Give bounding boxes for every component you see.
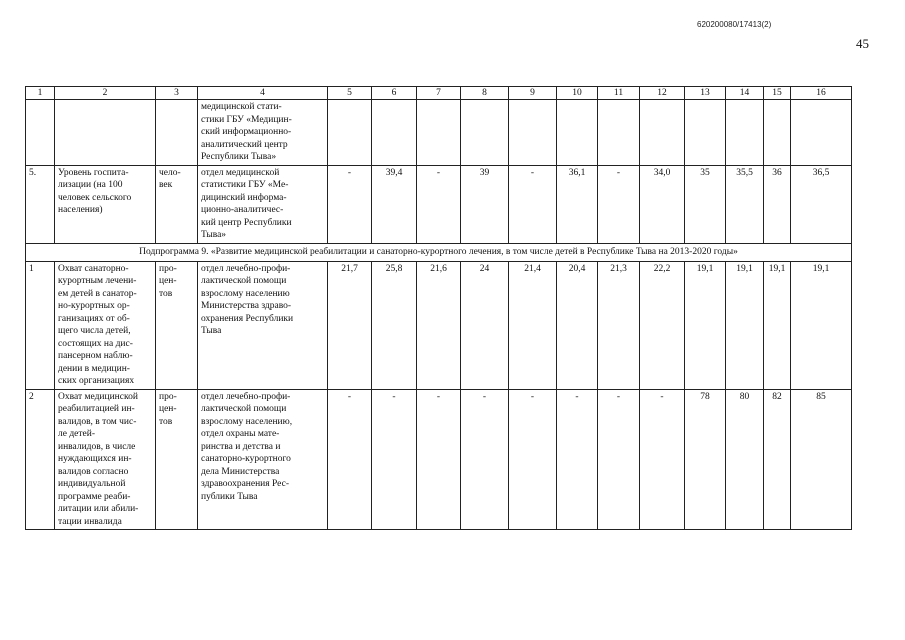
value-cell: - (372, 389, 417, 530)
unit-cell: про- цен- тов (156, 389, 198, 530)
value-cell: 22,2 (640, 261, 685, 389)
header-cell: 11 (598, 87, 640, 100)
value-cell: - (557, 389, 598, 530)
subprogram-title: Подпрограмма 9. «Развитие медицинской реабилитации и санаторно-курортного лечения, в том числе детей в Республике Тыва на 2013-2020 годы» (26, 243, 852, 261)
value-cell: 21,6 (417, 261, 461, 389)
indicator-name: Охват санаторно- курортным лечени- ем детей в санатор- но-курортных ор- ганизациях от об- щего числа детей, состоящих на дис- пансерном наблю- дении в медицин- ских организациях (55, 261, 156, 389)
value-cell: 39 (461, 165, 509, 243)
table-row (26, 261, 852, 389)
value-cell: - (509, 389, 557, 530)
value-cell: - (417, 165, 461, 243)
value-cell: 78 (685, 389, 726, 530)
value-cell: 21,4 (509, 261, 557, 389)
value-cell: 36,5 (791, 165, 852, 243)
header-cell: 14 (726, 87, 764, 100)
responsible-cell: отдел лечебно-профи- лактической помощи взрослому населению Министерства здраво- охранения Республики Тыва (198, 261, 328, 389)
value-cell: - (509, 165, 557, 243)
header-cell: 5 (328, 87, 372, 100)
row-number: 5. (26, 165, 55, 243)
document-id: 620200080/17413(2) (697, 20, 772, 29)
indicator-table (25, 86, 852, 530)
indicator-name: Уровень госпита- лизации (на 100 человек сельского населения) (55, 165, 156, 243)
value-cell: 36 (764, 165, 791, 243)
table-row (26, 165, 852, 243)
header-cell: 7 (417, 87, 461, 100)
value-cell: - (598, 389, 640, 530)
header-cell: 15 (764, 87, 791, 100)
table-row (26, 100, 852, 166)
unit-cell: про- цен- тов (156, 261, 198, 389)
value-cell: 19,1 (685, 261, 726, 389)
header-cell: 8 (461, 87, 509, 100)
header-cell: 9 (509, 87, 557, 100)
header-cell: 12 (640, 87, 685, 100)
row-number: 1 (26, 261, 55, 389)
row-number: 2 (26, 389, 55, 530)
value-cell: - (328, 389, 372, 530)
page-number: 45 (856, 36, 869, 51)
header-cell: 16 (791, 87, 852, 100)
value-cell: 34,0 (640, 165, 685, 243)
table-row (26, 389, 852, 530)
header-cell: 2 (55, 87, 156, 100)
responsible-cell: отдел лечебно-профи- лактической помощи взрослому населению, отдел охраны мате- ринства и детства и санаторно-курортного дела Министерства здравоохранения Рес- публики Тыва (198, 389, 328, 530)
value-cell: 35,5 (726, 165, 764, 243)
header-cell: 1 (26, 87, 55, 100)
value-cell: - (461, 389, 509, 530)
responsible-cell: медицинской стати- стики ГБУ «Медицин- ский информационно- аналитический центр Республики Тыва» (198, 100, 328, 166)
value-cell: 24 (461, 261, 509, 389)
responsible-cell: отдел медицинской статистики ГБУ «Ме- дицинский информа- ционно-аналитичес- кий центр Республики Тыва» (198, 165, 328, 243)
header-cell: 13 (685, 87, 726, 100)
value-cell: 36,1 (557, 165, 598, 243)
value-cell: 21,7 (328, 261, 372, 389)
value-cell: 35 (685, 165, 726, 243)
header-cell: 6 (372, 87, 417, 100)
value-cell: 19,1 (791, 261, 852, 389)
value-cell: 25,8 (372, 261, 417, 389)
value-cell: 19,1 (764, 261, 791, 389)
subprogram-row (26, 243, 852, 261)
value-cell: 21,3 (598, 261, 640, 389)
indicator-name: Охват медицинской реабилитацией ин- валидов, в том чис- ле детей- инвалидов, в числе нуждающихся ин- валидов согласно индивидуальной программе реаби- литации или абили- тации инвалида (55, 389, 156, 530)
header-cell: 10 (557, 87, 598, 100)
value-cell: - (328, 165, 372, 243)
value-cell: 85 (791, 389, 852, 530)
value-cell: 19,1 (726, 261, 764, 389)
value-cell: - (598, 165, 640, 243)
header-row (26, 87, 852, 100)
value-cell: 39,4 (372, 165, 417, 243)
value-cell: - (417, 389, 461, 530)
unit-cell: чело- век (156, 165, 198, 243)
value-cell: 80 (726, 389, 764, 530)
value-cell: 20,4 (557, 261, 598, 389)
header-cell: 3 (156, 87, 198, 100)
value-cell: - (640, 389, 685, 530)
value-cell: 82 (764, 389, 791, 530)
header-cell: 4 (198, 87, 328, 100)
